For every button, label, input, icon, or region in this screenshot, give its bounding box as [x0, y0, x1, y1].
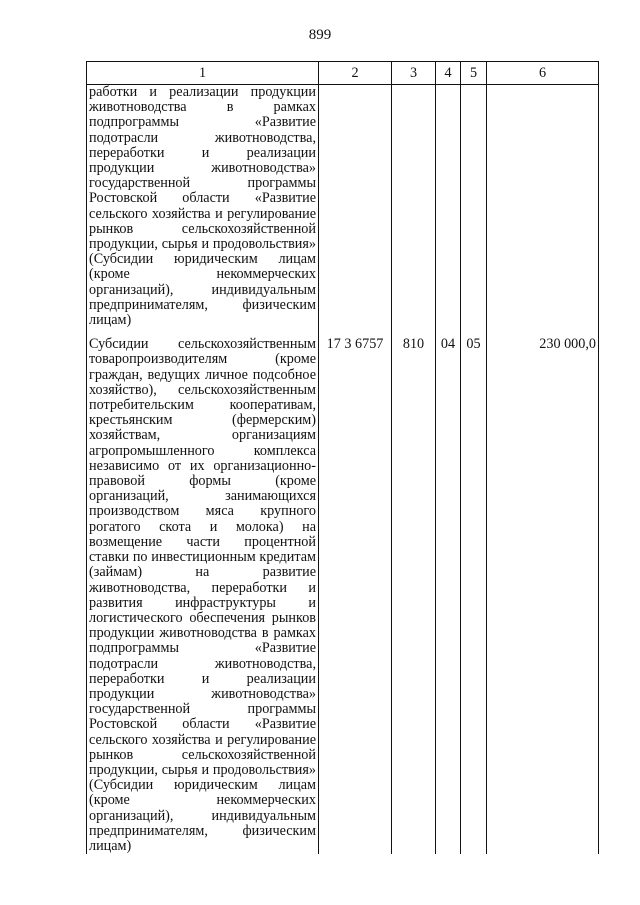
row-csr: 17 3 6757: [319, 328, 392, 854]
row-pr: 05: [461, 328, 487, 854]
header-col-2: 2: [319, 62, 392, 85]
row-rz: 04: [436, 328, 461, 854]
table-row: [87, 328, 599, 854]
header-col-4: 4: [436, 62, 461, 85]
budget-table: [86, 61, 599, 854]
row-amount: 230 000,0: [487, 328, 599, 854]
header-col-1: 1: [87, 62, 319, 85]
row-vr: 810: [392, 328, 436, 854]
row-pr: [461, 85, 487, 329]
row-rz: [436, 85, 461, 329]
table-header: [87, 62, 599, 85]
row-amount: [487, 85, 599, 329]
table-body: [87, 85, 599, 855]
row-csr: [319, 85, 392, 329]
header-col-5: 5: [461, 62, 487, 85]
row-name: Субсидии сельскохозяйственным товаропроизводителям (кроме граждан, ведущих личное подсобное хозяйство), сельскохозяйственным потребительским кооперативам, крестьянским (фермерским) хозяйствам, организациям агропромышленного комплекса независимо от их организационно-правовой формы (кроме организаций, занимающихся производством мяса крупного рогатого скота и молока) на возмещение части процентной ставки по инвестиционным кредитам (займам) на развитие животноводства, переработки и развития инфраструктуры и логистического обеспечения рынков продукции животноводства в рамках подпрограммы «Развитие подотрасли животноводства, переработки и реализации продукции животноводства» государственной программы Ростовской области «Развитие сельского хозяйства и регулирование рынков сельскохозяйственной продукции, сырья и продовольствия» (Субсидии юридическим лицам (кроме некоммерческих организаций), индивидуальным предпринимателям, физическим лицам): [87, 328, 319, 854]
row-name: работки и реализации продукции животноводства в рамках подпрограммы «Развитие подотрасли животноводства, переработки и реализации продукции животноводства» государственной программы Ростовской области «Развитие сельского хозяйства и регулирование рынков сельскохозяйственной продукции, сырья и продовольствия» (Субсидии юридическим лицам (кроме некоммерческих организаций), индивидуальным предпринимателям, физическим лицам): [87, 85, 319, 329]
page-number: 899: [308, 27, 332, 43]
header-col-3: 3: [392, 62, 436, 85]
table-row: [87, 85, 599, 329]
header-col-6: 6: [487, 62, 599, 85]
header-row: [87, 62, 599, 85]
row-vr: [392, 85, 436, 329]
